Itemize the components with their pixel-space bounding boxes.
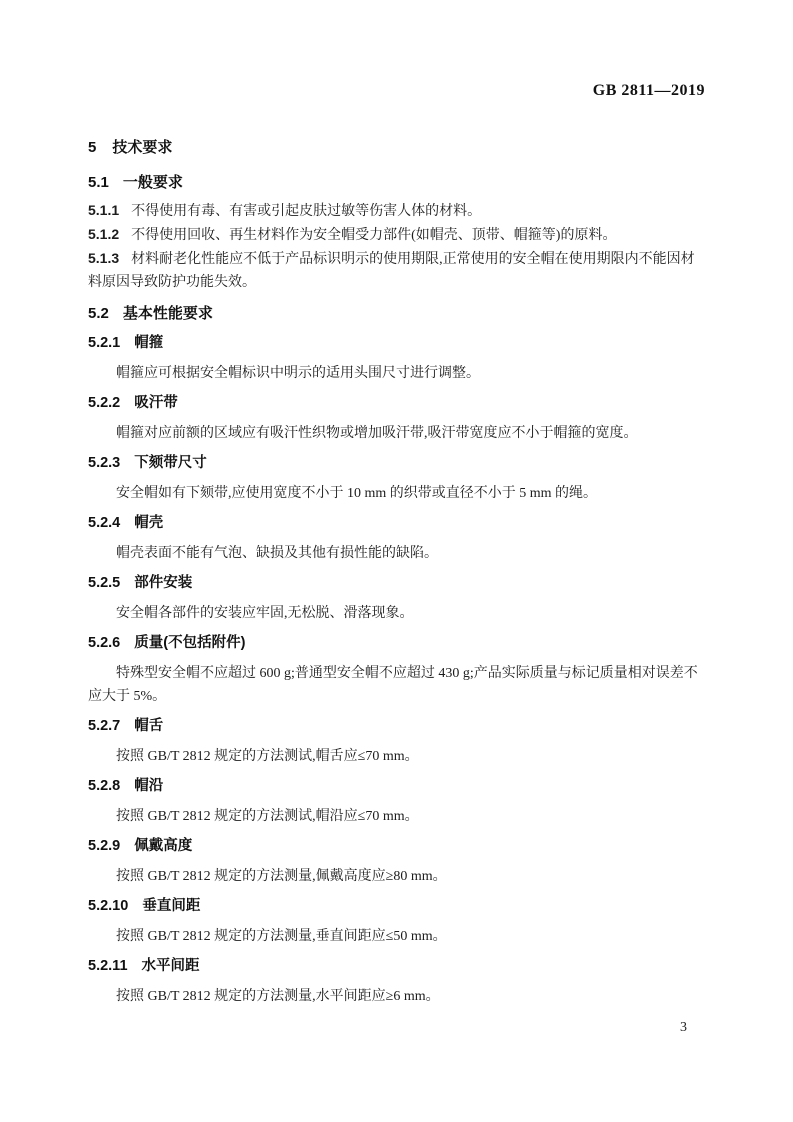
clause-5-1-2 — [88, 223, 708, 247]
standard-code-header: GB 2811—2019 — [592, 82, 705, 99]
section-heading-5-2-7 — [88, 715, 708, 738]
section-heading-5-2-4 — [88, 512, 708, 535]
section-heading-5-2-10 — [88, 895, 708, 918]
paragraph-5-2-11: 按照 GB/T 2812 规定的方法测量,水平间距应≥6 mm。 — [116, 989, 440, 1004]
section-number: 5.2.8 — [88, 778, 121, 794]
section-title: 一般要求 — [122, 174, 183, 191]
section-title: 技术要求 — [112, 139, 173, 156]
section-heading-5-2-9 — [88, 835, 708, 858]
section-heading-5-2-11 — [88, 955, 708, 978]
clause-text: 材料耐老化性能应不低于产品标识明示的使用期限,正常使用的安全帽在使用期限内不能因材料原因导致防护功能失效。 — [88, 252, 695, 290]
section-number: 5.2.3 — [88, 455, 121, 471]
clause-text: 不得使用有毒、有害或引起皮肤过敏等伤害人体的材料。 — [131, 204, 482, 219]
paragraph-5-2-10: 按照 GB/T 2812 规定的方法测量,垂直间距应≤50 mm。 — [116, 929, 447, 944]
section-heading-5-2-6 — [88, 632, 708, 655]
paragraph-5-2-4: 帽壳表面不能有气泡、缺损及其他有损性能的缺陷。 — [116, 546, 438, 561]
section-number: 5.1 — [88, 174, 109, 191]
paragraph-5-2-1: 帽箍应可根据安全帽标识中明示的适用头围尺寸进行调整。 — [116, 366, 480, 381]
section-title: 帽壳 — [134, 515, 164, 531]
paragraph-5-2-6: 特殊型安全帽不应超过 600 g;普通型安全帽不应超过 430 g;产品实际质量与标记质量相对误差不应大于 5%。 — [88, 666, 698, 704]
section-title: 帽舌 — [134, 718, 164, 734]
section-number: 5.2.1 — [88, 335, 121, 351]
section-title: 水平间距 — [141, 958, 200, 974]
section-number: 5.2.10 — [88, 898, 129, 914]
section-number: 5.2.11 — [88, 958, 128, 974]
page-number: 3 — [680, 1020, 687, 1035]
section-number: 5.2.2 — [88, 395, 121, 411]
section-number: 5 — [88, 139, 97, 156]
section-title: 质量(不包括附件) — [134, 635, 246, 651]
section-title: 帽箍 — [134, 335, 164, 351]
section-title: 佩戴高度 — [134, 838, 193, 854]
section-heading-5-1 — [88, 171, 708, 194]
clause-number: 5.1.1 — [88, 202, 120, 218]
clause-text: 不得使用回收、再生材料作为安全帽受力部件(如帽壳、顶带、帽箍等)的原料。 — [131, 228, 617, 243]
paragraph-5-2-2: 帽箍对应前额的区域应有吸汗性织物或增加吸汗带,吸汗带宽度应不小于帽箍的宽度。 — [116, 426, 638, 441]
section-number: 5.2.9 — [88, 838, 121, 854]
clause-5-1-1 — [88, 199, 708, 223]
section-heading-5 — [88, 136, 708, 159]
section-number: 5.2.4 — [88, 515, 121, 531]
section-number: 5.2.5 — [88, 575, 121, 591]
section-title: 基本性能要求 — [122, 305, 213, 322]
section-title: 下颏带尺寸 — [134, 455, 207, 471]
section-title: 部件安装 — [134, 575, 193, 591]
section-heading-5-2 — [88, 302, 708, 325]
paragraph-5-2-3: 安全帽如有下颏带,应使用宽度不小于 10 mm 的织带或直径不小于 5 mm 的绳。 — [116, 486, 598, 501]
paragraph-5-2-8: 按照 GB/T 2812 规定的方法测试,帽沿应≤70 mm。 — [116, 809, 419, 824]
section-heading-5-2-8 — [88, 775, 708, 798]
section-heading-5-2-3 — [88, 452, 708, 475]
section-heading-5-2-2 — [88, 392, 708, 415]
clause-5-1-3 — [88, 247, 708, 294]
document-body — [88, 136, 708, 1008]
clause-number: 5.1.2 — [88, 226, 120, 242]
section-heading-5-2-1 — [88, 332, 708, 355]
section-heading-5-2-5 — [88, 572, 708, 595]
section-number: 5.2 — [88, 305, 109, 322]
clause-number: 5.1.3 — [88, 250, 120, 266]
section-number: 5.2.6 — [88, 635, 121, 651]
paragraph-5-2-9: 按照 GB/T 2812 规定的方法测量,佩戴高度应≥80 mm。 — [116, 869, 447, 884]
section-title: 垂直间距 — [142, 898, 201, 914]
paragraph-5-2-7: 按照 GB/T 2812 规定的方法测试,帽舌应≤70 mm。 — [116, 749, 419, 764]
section-number: 5.2.7 — [88, 718, 121, 734]
section-title: 帽沿 — [134, 778, 164, 794]
paragraph-5-2-5: 安全帽各部件的安装应牢固,无松脱、滑落现象。 — [116, 606, 414, 621]
section-title: 吸汗带 — [134, 395, 178, 411]
